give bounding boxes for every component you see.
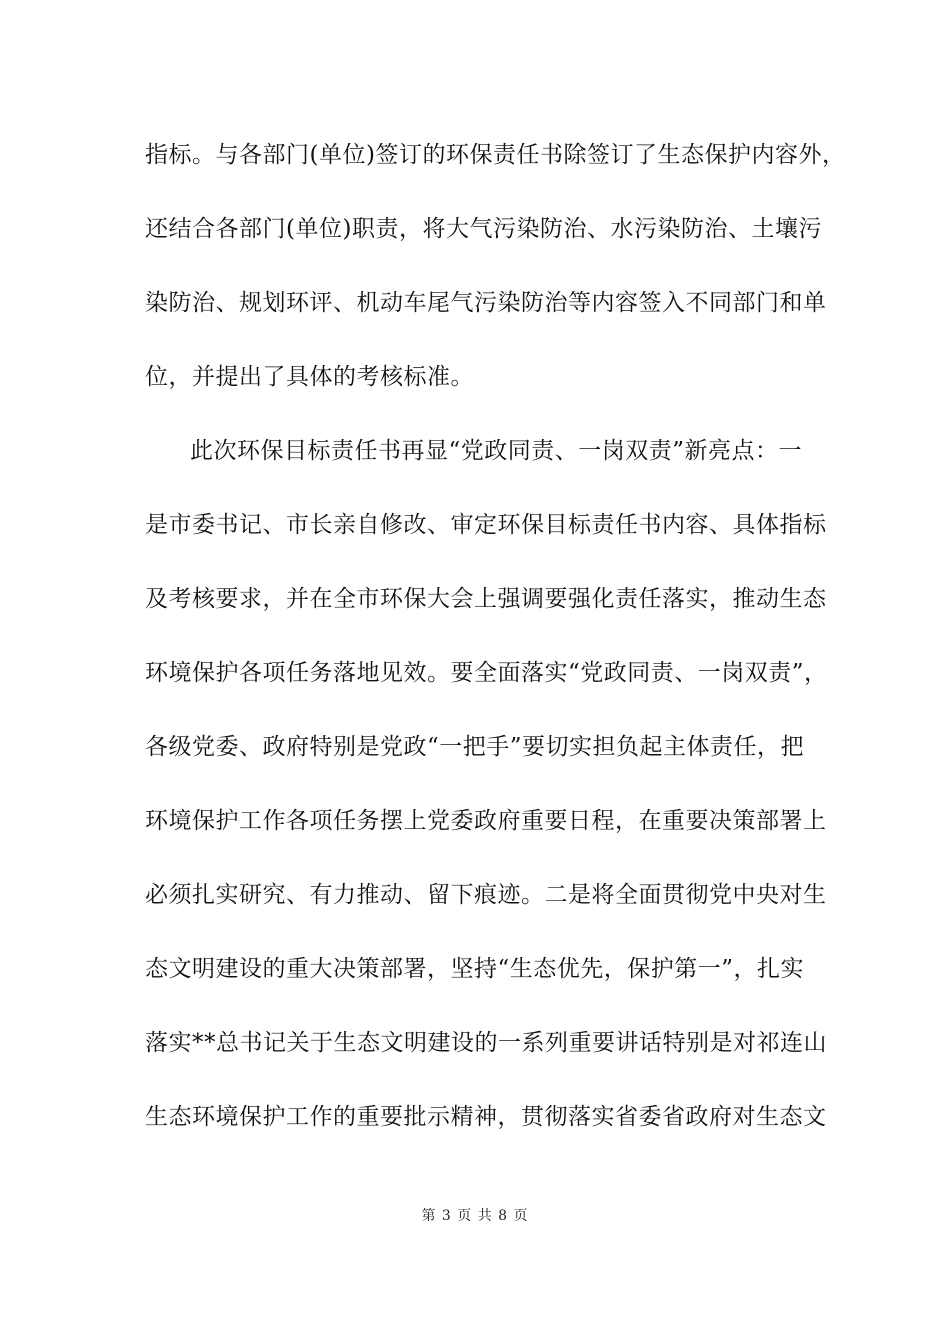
text-line: 环境保护各项任务落地见效。要全面落实“党政同责、一岗双责”， — [145, 660, 828, 686]
text-line: 落实**总书记关于生态文明建设的一系列重要讲话特别是对祁连山 — [145, 1030, 827, 1056]
text-line: 还结合各部门(单位)职责，将大气污染防治、水污染防治、土壤污 — [145, 216, 822, 242]
text-line: 位，并提出了具体的考核标准。 — [145, 364, 474, 390]
text-line: 染防治、规划环评、机动车尾气污染防治等内容签入不同部门和单 — [145, 290, 827, 316]
text-line: 及考核要求，并在全市环保大会上强调要强化责任落实，推动生态 — [145, 586, 827, 612]
text-line: 是市委书记、市长亲自修改、审定环保目标责任书内容、具体指标 — [145, 512, 827, 538]
text-line: 态文明建设的重大决策部署，坚持“生态优先，保护第一”，扎实 — [145, 956, 805, 982]
paragraph-first-line: 此次环保目标责任书再显“党政同责、一岗双责”新亮点：一 — [190, 438, 803, 464]
text-line: 各级党委、政府特别是党政“一把手”要切实担负起主体责任，把 — [145, 734, 805, 760]
page-number-footer: 第 3 页 共 8 页 — [421, 1208, 529, 1224]
text-line: 生态环境保护工作的重要批示精神，贯彻落实省委省政府对生态文 — [145, 1104, 827, 1130]
text-line: 指标。与各部门(单位)签订的环保责任书除签订了生态保护内容外， — [145, 142, 846, 168]
text-line: 必须扎实研究、有力推动、留下痕迹。二是将全面贯彻党中央对生 — [145, 882, 827, 908]
text-line: 环境保护工作各项任务摆上党委政府重要日程，在重要决策部署上 — [145, 808, 827, 834]
